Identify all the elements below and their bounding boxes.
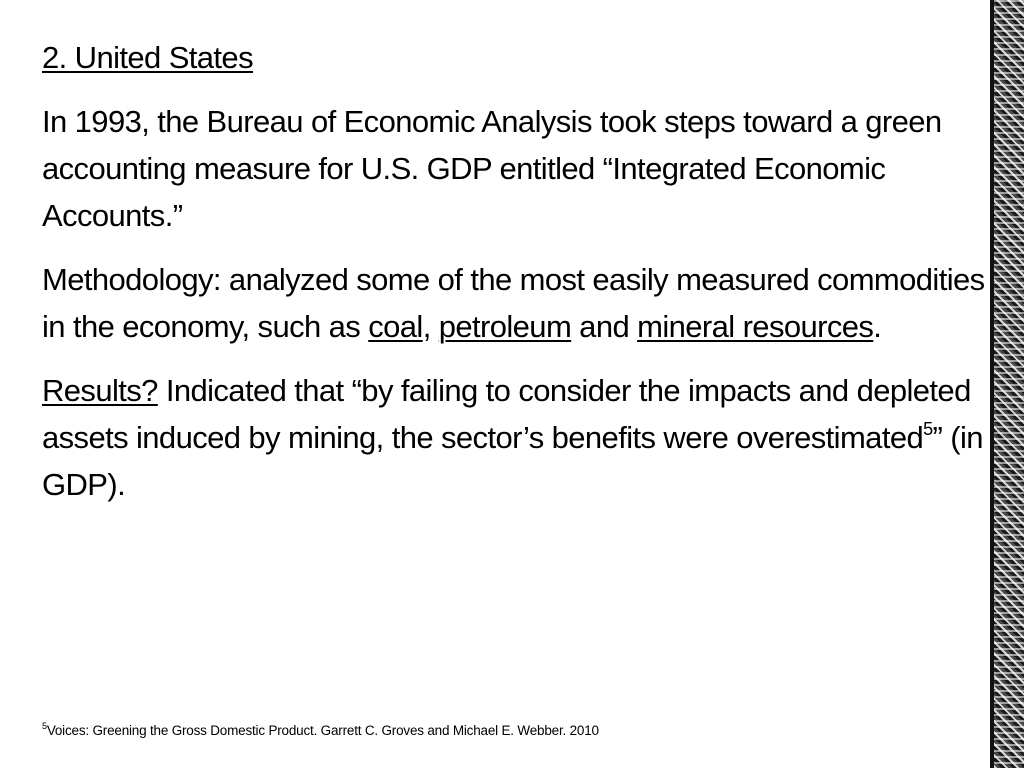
footnote-reference: 5 xyxy=(923,418,933,439)
separator: , xyxy=(422,309,439,344)
results-text: Indicated that “by failing to consider the impacts and depleted assets induced by mining, the sector’s benefits were overestimated xyxy=(42,373,971,455)
separator: and xyxy=(571,309,638,344)
link-petroleum[interactable]: petroleum xyxy=(438,309,572,344)
results-end: ” (in GDP). xyxy=(42,420,983,502)
section-heading xyxy=(42,34,987,81)
paragraph-methodology xyxy=(42,256,987,350)
decorative-border xyxy=(990,0,1024,768)
section-heading-text: 2. United States xyxy=(42,40,253,75)
footnote-text: Voices: Greening the Gross Domestic Product. Garrett C. Groves and Michael E. Webber. 2010 xyxy=(46,723,599,738)
link-results[interactable]: Results? xyxy=(42,373,158,408)
slide-content xyxy=(42,34,987,525)
link-mineral-resources[interactable]: mineral resources xyxy=(637,309,874,344)
methodology-text: Methodology: analyzed some of the most easily measured commodities in the economy, such as xyxy=(42,262,985,344)
link-coal[interactable]: coal xyxy=(368,309,423,344)
paragraph-results xyxy=(42,367,987,508)
period: . xyxy=(873,309,882,344)
border-line xyxy=(990,0,994,768)
footnote-number: 5 xyxy=(42,720,47,731)
footnote xyxy=(42,722,599,740)
paragraph-bea-1993: In 1993, the Bureau of Economic Analysis took steps toward a green accounting measure for U.S. GDP entitled “Integrated Economic Accounts.” xyxy=(42,104,942,233)
